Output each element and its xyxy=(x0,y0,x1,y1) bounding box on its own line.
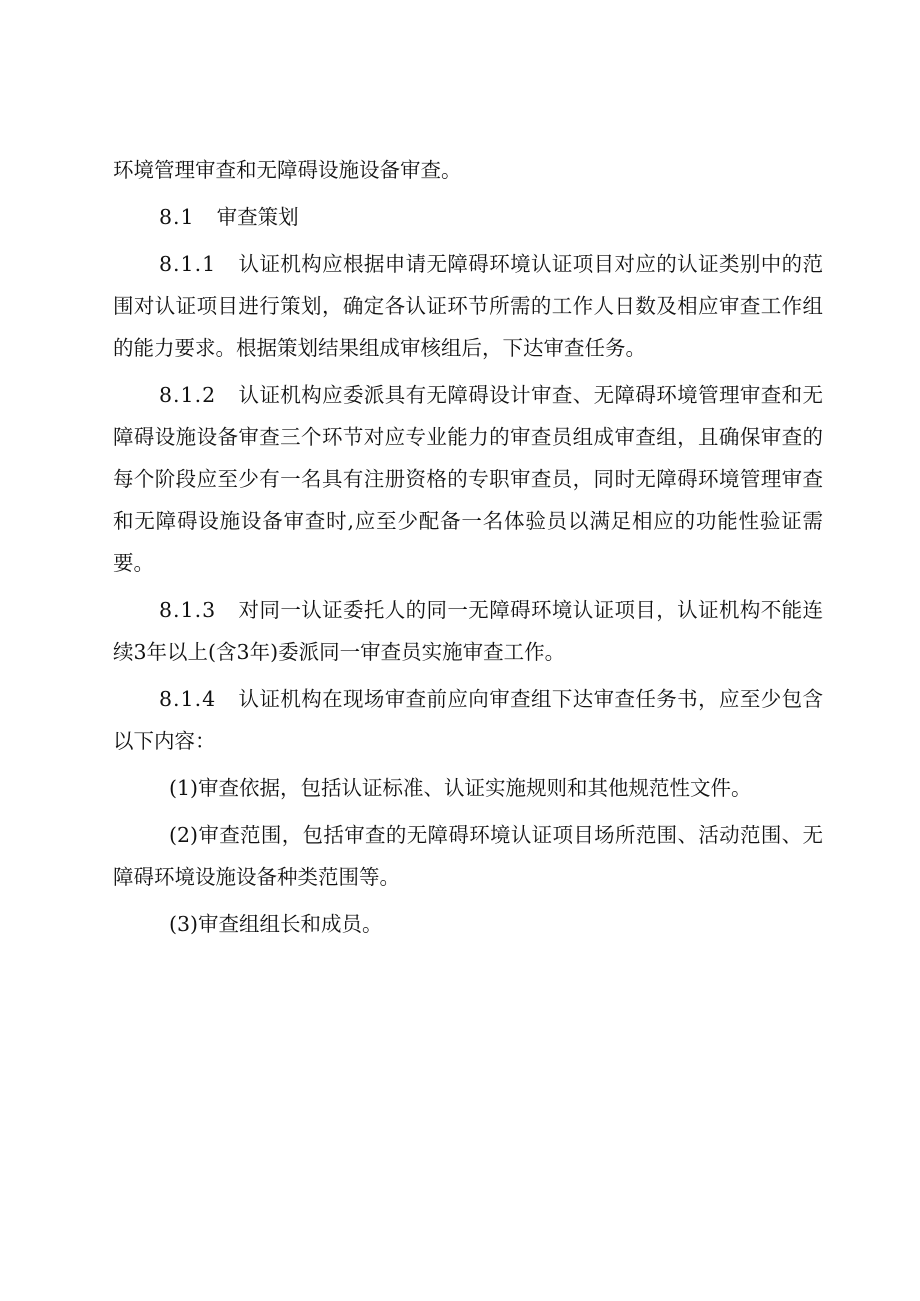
list-item-number: (2) xyxy=(169,823,199,847)
clause-text: 对同一认证委托人的同一无障碍环境认证项目，认证机构不能连续3年以上(含3年)委派同一审查员实施审查工作。 xyxy=(113,598,823,664)
paragraph-text: 环境管理审查和无障碍设施设备审查。 xyxy=(113,158,462,182)
clause-text: 认证机构在现场审查前应向审查组下达审查任务书，应至少包含以下内容： xyxy=(113,687,823,753)
clause-text: 认证机构应根据申请无障碍环境认证项目对应的认证类别中的范围对认证项目进行策划，确定各认证环节所需的工作人日数及相应审查工作组的能力要求。根据策划结果组成审核组后，下达审查任务。 xyxy=(113,252,823,360)
list-item-number: (3) xyxy=(169,912,199,936)
section-heading-8-1 xyxy=(113,196,823,238)
clause-8-1-3 xyxy=(113,589,823,673)
clause-text: 认证机构应委派具有无障碍设计审查、无障碍环境管理审查和无障碍设施设备审查三个环节对应专业能力的审查员组成审查组，且确保审查的每个阶段应至少有一名具有注册资格的专职审查员，同时无障碍环境管理审查和无障碍设施设备审查时,应至少配备一名体验员以满足相应的功能性验证需要。 xyxy=(113,383,823,575)
list-item-text: 审查组组长和成员。 xyxy=(198,912,383,936)
section-number: 8.1 xyxy=(159,205,195,229)
list-item-text: 审查依据，包括认证标准、认证实施规则和其他规范性文件。 xyxy=(198,776,752,800)
clause-8-1-1 xyxy=(113,243,823,369)
clause-8-1-2 xyxy=(113,374,823,584)
clause-8-1-4 xyxy=(113,678,823,762)
document-body xyxy=(113,149,823,950)
paragraph-continuation xyxy=(113,149,823,191)
list-item-2 xyxy=(113,814,823,898)
list-item-3 xyxy=(113,903,823,945)
clause-number: 8.1.1 xyxy=(159,252,217,276)
section-title: 审查策划 xyxy=(216,205,299,229)
list-item-1 xyxy=(113,767,823,809)
clause-number: 8.1.3 xyxy=(159,598,217,622)
clause-number: 8.1.4 xyxy=(159,687,217,711)
list-item-text: 审查范围，包括审查的无障碍环境认证项目场所范围、活动范围、无障碍环境设施设备种类范围等。 xyxy=(113,823,823,889)
list-item-number: (1) xyxy=(169,776,199,800)
clause-number: 8.1.2 xyxy=(159,383,217,407)
